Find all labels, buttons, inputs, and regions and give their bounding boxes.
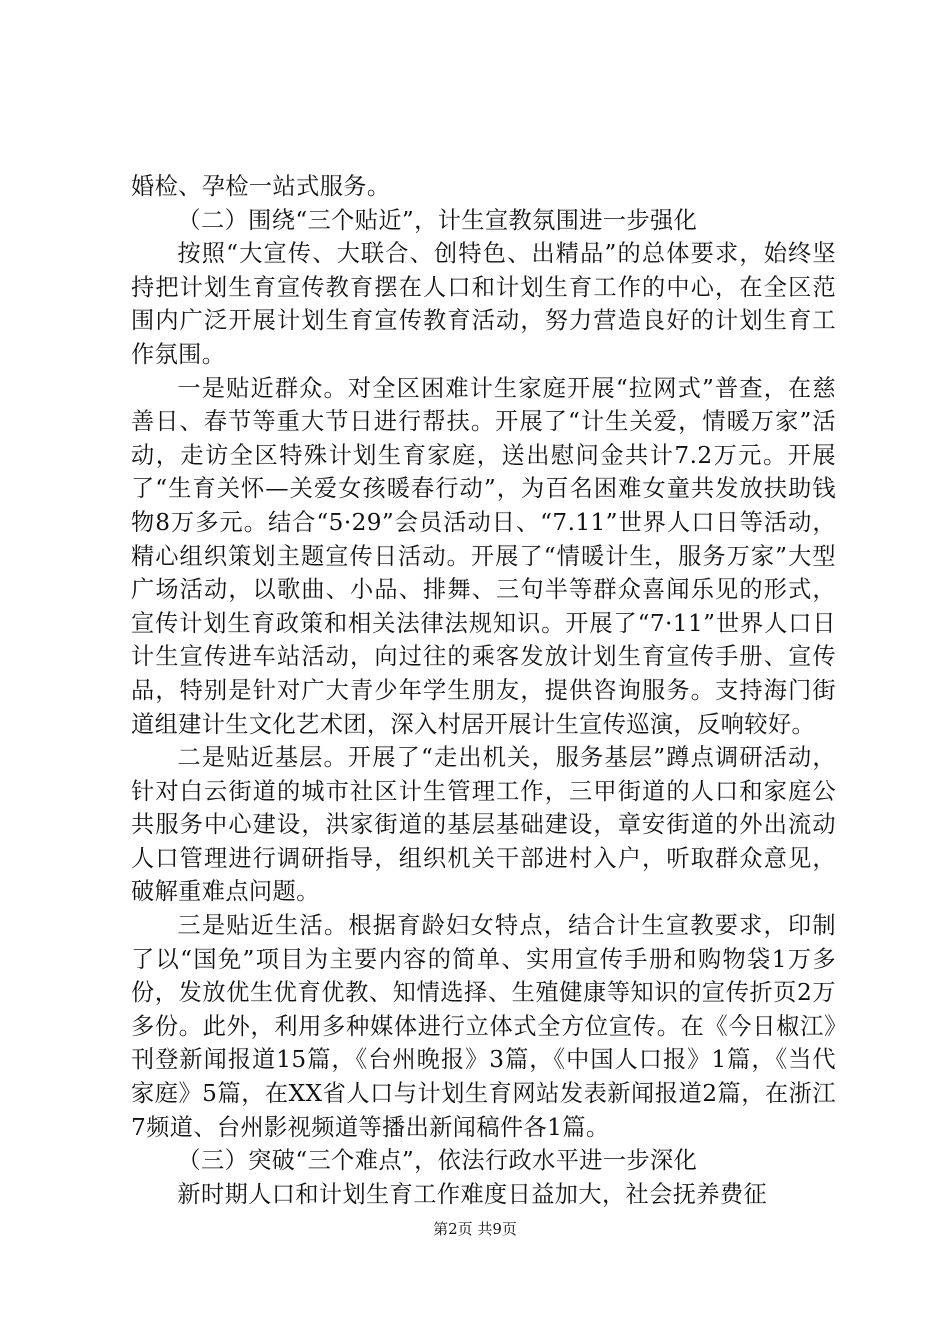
paragraph-masses: 一是贴近群众。对全区困难计生家庭开展“拉网式”普查，在慈善日、春节等重大节日进行帮扶。开展了“计生关爱，情暖万家”活动，走访全区特殊计划生育家庭，送出慰问金共计7.2万元。开展了“生育关怀—关爱女孩暖春行动”，为百名困难女童共发放扶助钱物8万多元。结合“5·29”会员活动日、“7.11”世界人口日等活动，精心组织策划主题宣传日活动。开展了“情暖计生，服务万家”大型广场活动，以歌曲、小品、排舞、三句半等群众喜闻乐见的形式，宣传计划生育政策和相关法律法规知识。开展了“7·11”世界人口日计生宣传进车站活动，向过往的乘客发放计划生育宣传手册、宣传品，特别是针对广大青少年学生朋友，提供咨询服务。支持海门街道组建计生文化艺术团，深入村居开展计生宣传巡演，反响较好。	[131, 374, 836, 738]
section-heading-3: （三）突破“三个难点”，依法行政水平进一步深化	[177, 1147, 698, 1175]
page-number: 第2页 共9页	[433, 1220, 517, 1238]
paragraph-life: 三是贴近生活。根据育龄妇女特点，结合计生宣教要求，印制了以“国免”项目为主要内容的简单、实用宣传手册和购物袋1万多份，发放优生优育优教、知情选择、生殖健康等知识的宣传折页2万多份。此外，利用多种媒体进行立体式全方位宣传。在《今日椒江》刊登新闻报道15篇，《台州晚报》3篇，《中国人口报》1篇，《当代家庭》5篇，在XX省人口与计划生育网站发表新闻报道2篇，在浙江7频道、台州影视频道等播出新闻稿件各1篇。	[131, 912, 836, 1141]
page-footer	[0, 1219, 950, 1239]
document-body	[131, 170, 836, 1211]
paragraph-intro: 按照“大宣传、大联合、创特色、出精品”的总体要求，始终坚持把计划生育宣传教育摆在人口和计划生育工作的中心，在全区范围内广泛开展计划生育宣传教育活动，努力营造良好的计划生育工作氛围。	[131, 240, 836, 368]
paragraph-continuation: 婚检、孕检一站式服务。	[131, 173, 391, 200]
section-heading-2: （二）围绕“三个贴近”，计生宣教氛围进一步强化	[177, 206, 698, 234]
paragraph-grassroots: 二是贴近基层。开展了“走出机关，服务基层”蹲点调研活动，针对白云街道的城市社区计生管理工作，三甲街道的人口和家庭公共服务中心建设，洪家街道的基层基础建设，章安街道的外出流动人口管理进行调研指导，组织机关干部进村入户，听取群众意见，破解重难点问题。	[131, 744, 836, 906]
paragraph-new-era: 新时期人口和计划生育工作难度日益加大，社会抚养费征	[177, 1180, 768, 1208]
